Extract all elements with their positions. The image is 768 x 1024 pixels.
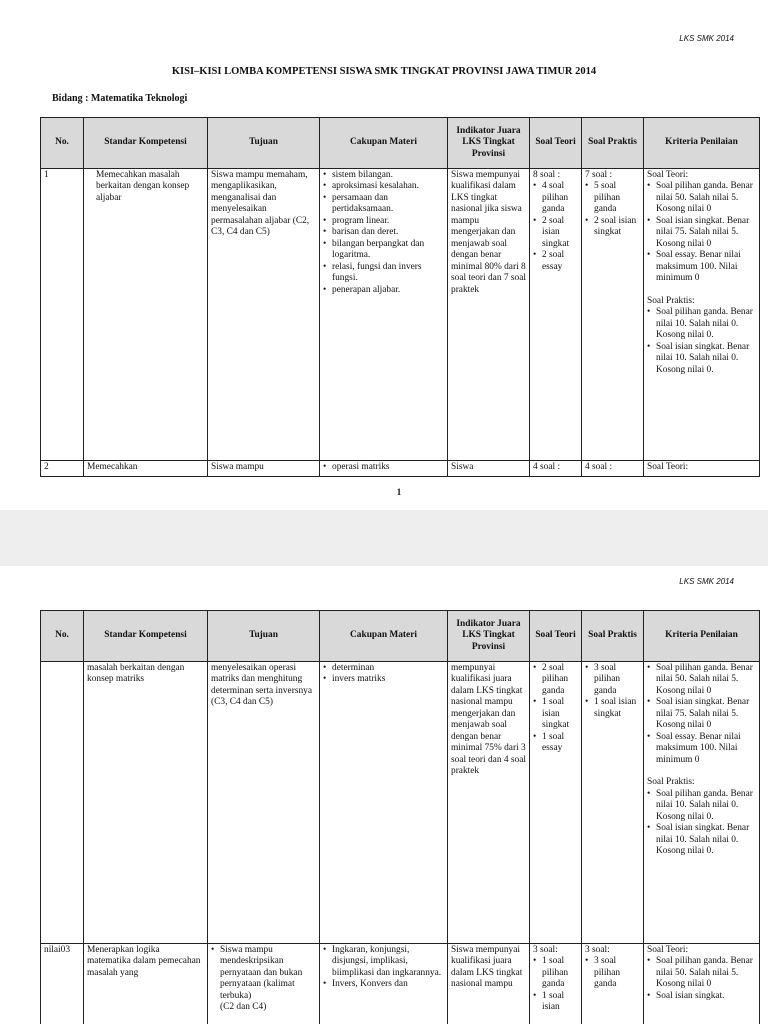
col-header-kriteria: Kriteria Penilaian [644, 611, 760, 662]
materi-cell [320, 169, 448, 461]
col-header-kriteria: Kriteria Penilaian [644, 118, 760, 169]
materi-item: • penerapan aljabar. [323, 285, 444, 296]
kisi-table-page-2 [40, 610, 760, 1024]
kriteria-item: • Soal pilihan ganda. Benar nilai 50. Salah nilai 5. Kosong nilai 0 [647, 663, 756, 697]
soal-praktis-item: • 2 soal isian singkat [585, 216, 640, 239]
materi-item: • program linear. [323, 216, 444, 227]
soal-teori-item: • 4 soal pilihan ganda [533, 181, 578, 215]
standar-cell: masalah berkaitan dengan konsep matriks [84, 662, 208, 944]
materi-cell [320, 662, 448, 944]
soal-teori-item: • 1 soal essay [533, 732, 578, 755]
kriteria-item: • Soal pilihan ganda. Benar nilai 10. Salah nilai 0. Kosong nilai 0. [647, 789, 756, 823]
col-header-no: No. [41, 118, 84, 169]
tujuan-cell [208, 944, 320, 1024]
soal-praktis-total: 7 soal : [585, 170, 613, 180]
col-header-no: No. [41, 611, 84, 662]
kriteria-item: • Soal isian singkat. Benar nilai 75. Salah nilai 5. Kosong nilai 0 [647, 216, 756, 250]
kisi-table-page-1 [40, 117, 760, 477]
page-gap [0, 510, 768, 566]
tujuan-level: (C2 dan C4) [220, 1002, 267, 1013]
materi-item: • determinan [323, 663, 444, 674]
kriteria-cell [644, 662, 760, 944]
soal-teori-item: • 1 soal pilihan ganda [533, 956, 578, 990]
soal-praktis-cell: 4 soal : [582, 461, 644, 477]
soal-praktis-total: 3 soal: [585, 945, 610, 955]
col-header-standar: Standar Kompetensi [84, 611, 208, 662]
kriteria-praktis-heading: Soal Praktis: [647, 777, 695, 788]
tujuan-cell: Siswa mampu memaham, mengaplikasikan, menganalisai dan menyelesaikan permasalahan aljabar (C2, C3, C4 dan C5) [208, 169, 320, 461]
tujuan-cell: menyelesaikan operasi matriks dan menghitung determinan serta inversnya (C3, C4 dan C5) [208, 662, 320, 944]
table-row [41, 169, 760, 461]
table-row [41, 662, 760, 944]
kriteria-item: • Soal pilihan ganda. Benar nilai 50. Salah nilai 5. Kosong nilai 0 [647, 181, 756, 215]
col-header-praktis: Soal Praktis [582, 118, 644, 169]
col-header-tujuan: Tujuan [208, 118, 320, 169]
header-tag: LKS SMK 2014 [679, 577, 734, 586]
materi-item: • bilangan berpangkat dan logaritma. [323, 239, 444, 262]
indikator-cell: Siswa mempunyai kualifikasi dalam LKS tingkat nasional jika siswa mampu mengerjakan dan menjawab soal dengan benar minimal 80% dari 8 soal teori dan 7 soal praktek [448, 169, 530, 461]
standar-cell: Memecahkan masalah berkaitan dengan konsep aljabar [84, 169, 208, 461]
document-page-2 [0, 566, 768, 1024]
bidang-label: Bidang : Matematika Teknologi [52, 93, 188, 104]
document-page-1 [0, 0, 768, 510]
indikator-cell: Siswa mempunyai kualifikasi juara dalam LKS tingkat nasional mampu [448, 944, 530, 1024]
materi-item: • persamaan dan pertidaksamaan. [323, 193, 444, 216]
kriteria-teori-heading: Soal Teori: [647, 945, 689, 955]
standar-cell: Memecahkan [84, 461, 208, 477]
soal-teori-cell [530, 944, 582, 1024]
row-number: 2 [41, 461, 84, 477]
soal-praktis-item: • 5 soal pilihan ganda [585, 181, 640, 215]
table-row [41, 461, 760, 477]
tujuan-item: • Siswa mampu mendeskripsikan pernyataan dan bukan pernyataan (kalimat terbuka) [211, 945, 316, 1002]
kriteria-item: • Soal pilihan ganda. Benar nilai 50. Salah nilai 5. Kosong nilai 0 [647, 956, 756, 990]
soal-praktis-item: • 1 soal isian singkat [585, 697, 640, 720]
col-header-tujuan: Tujuan [208, 611, 320, 662]
materi-item: • operasi matriks [323, 462, 444, 473]
page-number: 1 [396, 487, 402, 497]
col-header-materi: Cakupan Materi [320, 118, 448, 169]
materi-item: • Invers, Konvers dan [323, 979, 444, 990]
kriteria-item: • Soal isian singkat. Benar nilai 75. Salah nilai 5. Kosong nilai 0 [647, 697, 756, 731]
kriteria-item: • Soal isian singkat. Benar nilai 10. Salah nilai 0. Kosong nilai 0. [647, 342, 756, 376]
kriteria-item: • Soal isian singkat. Benar nilai 10. Salah nilai 0. Kosong nilai 0. [647, 823, 756, 857]
col-header-materi: Cakupan Materi [320, 611, 448, 662]
row-number: nilai03 [41, 944, 84, 1024]
materi-item: • barisan dan deret. [323, 227, 444, 238]
kriteria-cell: Soal Teori: [644, 461, 760, 477]
soal-teori-cell [530, 169, 582, 461]
soal-teori-total: 8 soal : [533, 170, 561, 180]
col-header-teori: Soal Teori [530, 611, 582, 662]
table-row [41, 944, 760, 1024]
kriteria-item: • Soal essay. Benar nilai maksimum 100. Nilai minimum 0 [647, 732, 756, 766]
row-number [41, 662, 84, 944]
kriteria-praktis-heading: Soal Praktis: [647, 295, 695, 306]
col-header-standar: Standar Kompetensi [84, 118, 208, 169]
soal-praktis-cell [582, 169, 644, 461]
soal-teori-item: • 2 soal essay [533, 250, 578, 273]
materi-cell [320, 944, 448, 1024]
materi-cell [320, 461, 448, 477]
row-number: 1 [41, 169, 84, 461]
kriteria-item: • Soal isian singkat. [647, 991, 756, 1002]
soal-teori-cell [530, 662, 582, 944]
table-header-row [41, 118, 760, 169]
table-header-row [41, 611, 760, 662]
soal-praktis-cell [582, 662, 644, 944]
indikator-cell: mempunyai kualifikasi juara dalam LKS tingkat nasional mampu mengerjakan dan menjawab soal dengan benar minimal 75% dari 3 soal teori dan 4 soal praktek [448, 662, 530, 944]
soal-teori-cell: 4 soal : [530, 461, 582, 477]
kriteria-item: • Soal essay. Benar nilai maksimum 100. Nilai minimum 0 [647, 250, 756, 284]
kriteria-teori-heading: Soal Teori: [647, 170, 689, 180]
soal-teori-item: • 1 soal isian singkat [533, 697, 578, 731]
soal-teori-item: • 2 soal pilihan ganda [533, 663, 578, 697]
materi-item: • relasi, fungsi dan invers fungsi. [323, 262, 444, 285]
col-header-indikator: Indikator Juara LKS Tingkat Provinsi [448, 611, 530, 662]
soal-teori-item: • 1 soal isian [533, 991, 578, 1014]
soal-praktis-item: • 3 soal pilihan ganda [585, 956, 640, 990]
kriteria-cell [644, 169, 760, 461]
tujuan-cell: Siswa mampu [208, 461, 320, 477]
materi-item: • sistem bilangan. [323, 170, 444, 181]
materi-item: • aproksimasi kesalahan. [323, 181, 444, 192]
kriteria-item: • Soal pilihan ganda. Benar nilai 10. Salah nilai 0. Kosong nilai 0. [647, 307, 756, 341]
col-header-teori: Soal Teori [530, 118, 582, 169]
soal-teori-total: 3 soal: [533, 945, 558, 955]
materi-item: • Ingkaran, konjungsi, disjungsi, implikasi, biimplikasi dan ingkarannya. [323, 945, 444, 979]
soal-teori-item: • 2 soal isian singkat [533, 216, 578, 250]
indikator-cell: Siswa [448, 461, 530, 477]
soal-praktis-cell [582, 944, 644, 1024]
kriteria-cell [644, 944, 760, 1024]
materi-item: • invers matriks [323, 674, 444, 685]
standar-cell: Menerapkan logika matematika dalam pemecahan masalah yang [84, 944, 208, 1024]
header-tag: LKS SMK 2014 [679, 34, 734, 43]
document-title: KISI–KISI LOMBA KOMPETENSI SISWA SMK TINGKAT PROVINSI JAWA TIMUR 2014 [171, 66, 597, 77]
soal-praktis-item: • 3 soal pilihan ganda [585, 663, 640, 697]
col-header-indikator: Indikator Juara LKS Tingkat Provinsi [448, 118, 530, 169]
col-header-praktis: Soal Praktis [582, 611, 644, 662]
